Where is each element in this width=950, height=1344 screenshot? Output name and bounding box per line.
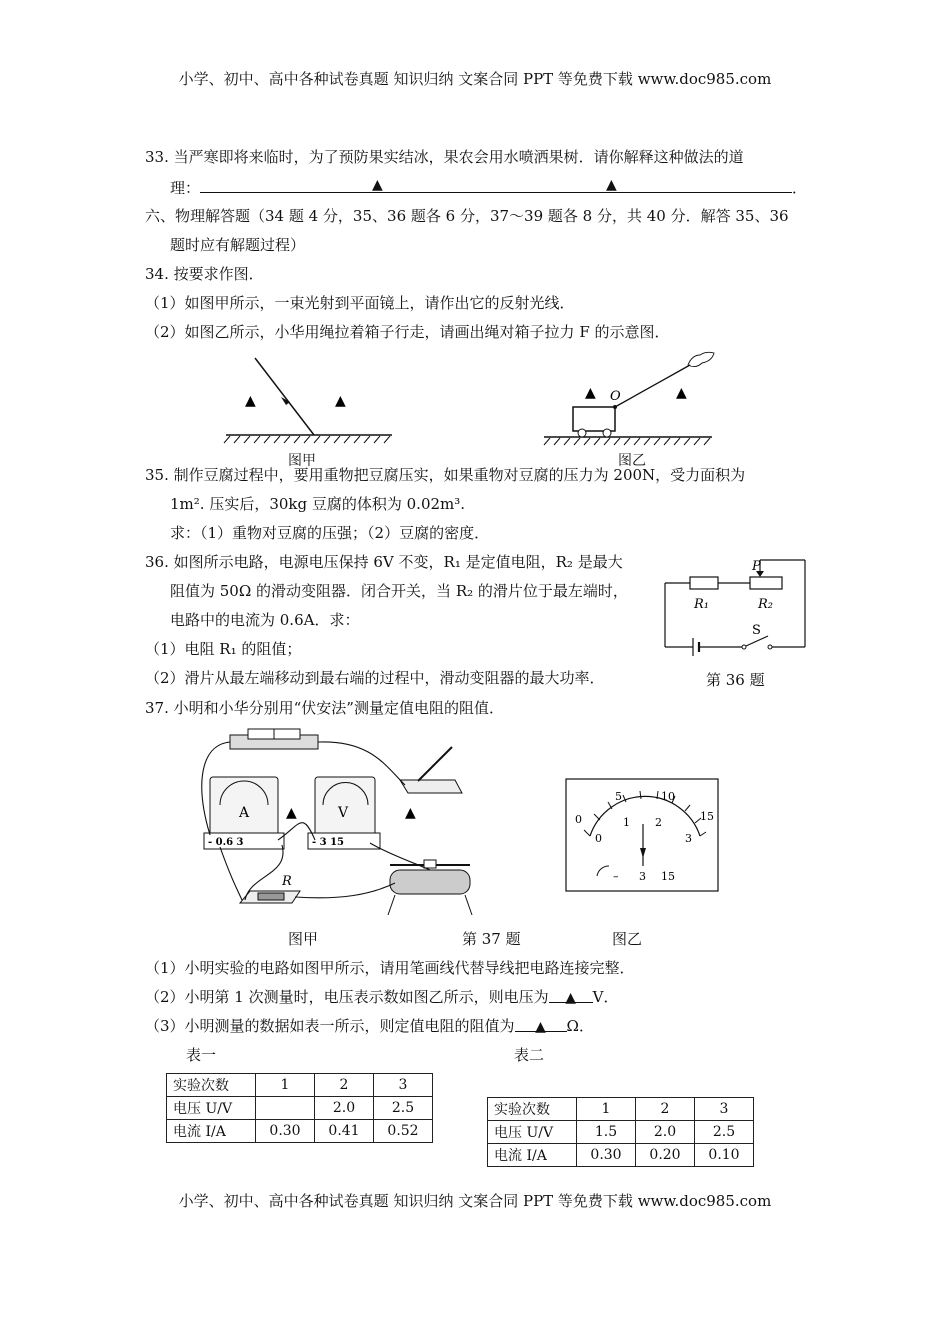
q33-line2-suffix: ． bbox=[792, 179, 808, 197]
dial-label: 2 bbox=[655, 816, 662, 829]
answer-marker: ▲ bbox=[286, 805, 297, 821]
q37-part3 bbox=[145, 1015, 594, 1037]
q37-part3-unit: Ω． bbox=[566, 1017, 594, 1035]
table-row bbox=[167, 1097, 433, 1120]
table-cell: 1.5 bbox=[577, 1121, 636, 1144]
q37-fig-a-caption: 图甲 bbox=[288, 930, 319, 948]
table-cell: 实验次数 bbox=[488, 1098, 577, 1121]
q35-line2: 1m². 压实后，30kg 豆腐的体积为 0.02m³. bbox=[170, 495, 466, 513]
table-cell: 电流 I/A bbox=[488, 1144, 577, 1167]
table-row bbox=[488, 1144, 754, 1167]
table-cell: 0.10 bbox=[695, 1144, 754, 1167]
answer-marker: ▲ bbox=[405, 805, 416, 821]
table-cell: 1 bbox=[256, 1074, 315, 1097]
point-o-label: O bbox=[610, 389, 621, 404]
q37-part2-text: （2）小明第 1 次测量时，电压表示数如图乙所示，则电压为 bbox=[145, 988, 549, 1006]
resistor-r2 bbox=[750, 577, 782, 589]
circuit-diagram bbox=[660, 552, 810, 662]
q33-line1: 33. 当严寒即将来临时，为了预防果实结冰，果农会用水喷洒果树．请你解释这种做法的道 bbox=[145, 148, 744, 166]
q36-line3: 电路中的电流为 0.6A．求： bbox=[170, 611, 360, 629]
table-row bbox=[488, 1098, 754, 1121]
resistor-r1 bbox=[690, 577, 718, 589]
page-footer: 小学、初中、高中各种试卷真题 知识归纳 文案合同 PPT 等免费下载 www.doc985.com bbox=[178, 1192, 772, 1210]
q35-line1: 35. 制作豆腐过程中，要用重物把豆腐压实，如果重物对豆腐的压力为 200N，受力面积为 bbox=[145, 466, 746, 484]
table-cell: 2 bbox=[315, 1074, 374, 1097]
apparatus-diagram bbox=[190, 725, 480, 920]
q37-part1: （1）小明实验的电路如图甲所示，请用笔画线代替导线把电路连接完整． bbox=[145, 959, 635, 977]
q37-part3-blank[interactable] bbox=[515, 1015, 567, 1035]
section6-line2: 题时应有解题过程） bbox=[170, 236, 306, 254]
ammeter-terminals: - 0.6 3 bbox=[208, 837, 244, 848]
wheel bbox=[578, 429, 586, 437]
table1 bbox=[166, 1073, 433, 1143]
q37-caption: 第 37 题 bbox=[462, 930, 521, 948]
q36-part2: （2）滑片从最左端移动到最右端的过程中，滑动变阻器的最大功率． bbox=[145, 669, 605, 687]
resistor-label: R bbox=[282, 874, 292, 889]
answer-marker: ▲ bbox=[535, 1019, 546, 1035]
q37-part2-blank[interactable] bbox=[549, 986, 593, 1006]
voltmeter-label: V bbox=[338, 805, 349, 821]
hand-icon bbox=[688, 352, 714, 366]
table-cell: 实验次数 bbox=[167, 1074, 256, 1097]
table-cell: 3 bbox=[374, 1074, 433, 1097]
dial-terminal: 15 bbox=[661, 870, 675, 883]
q37-part2-unit: V． bbox=[592, 988, 619, 1006]
table-row bbox=[167, 1074, 433, 1097]
dial-label: 5 bbox=[615, 790, 622, 803]
dial-label: 15 bbox=[700, 810, 714, 823]
page-header: 小学、初中、高中各种试卷真题 知识归纳 文案合同 PPT 等免费下载 www.doc985.com bbox=[178, 70, 772, 88]
table-cell: 2.5 bbox=[374, 1097, 433, 1120]
ammeter-label: A bbox=[239, 805, 250, 821]
dial-label: 10 bbox=[661, 790, 675, 803]
answer-marker: ▲ bbox=[676, 385, 687, 401]
label-p: P bbox=[752, 559, 761, 574]
q37-part3-text: （3）小明测量的数据如表一所示，则定值电阻的阻值为 bbox=[145, 1017, 515, 1035]
figure-mirror-diagram bbox=[220, 350, 400, 460]
table-cell: 1 bbox=[577, 1098, 636, 1121]
incident-ray bbox=[255, 358, 314, 435]
q37-fig-b-caption: 图乙 bbox=[612, 930, 643, 948]
q33-line2-prefix: 理： bbox=[170, 179, 201, 197]
dial-label: 1 bbox=[623, 816, 630, 829]
label-r1: R₁ bbox=[694, 597, 709, 612]
table2-caption: 表二 bbox=[514, 1046, 545, 1064]
answer-marker: ▲ bbox=[372, 177, 383, 193]
q36-part1: （1）电阻 R₁ 的阻值； bbox=[145, 640, 302, 658]
box bbox=[573, 407, 615, 431]
dial-terminal: – bbox=[613, 870, 619, 883]
q36-line1: 36. 如图所示电路，电源电压保持 6V 不变，R₁ 是定值电阻，R₂ 是最大 bbox=[145, 553, 623, 571]
rheostat bbox=[390, 870, 470, 894]
table-cell: 电压 U/V bbox=[167, 1097, 256, 1120]
table1-caption: 表一 bbox=[186, 1046, 217, 1064]
answer-marker: ▲ bbox=[245, 393, 256, 409]
table2 bbox=[487, 1097, 754, 1167]
table-cell: 2 bbox=[636, 1098, 695, 1121]
section6-line1: 六、物理解答题（34 题 4 分，35、36 题各 6 分，37～39 题各 8 分，共 40 分．解答 35、36 bbox=[145, 207, 789, 225]
voltmeter-terminals: - 3 15 bbox=[312, 837, 344, 848]
q37-part2 bbox=[145, 986, 618, 1008]
table-row bbox=[167, 1120, 433, 1143]
answer-marker: ▲ bbox=[565, 990, 577, 1006]
q35-line3: 求：（1）重物对豆腐的压强；（2）豆腐的密度． bbox=[170, 524, 490, 542]
q37-title: 37. 小明和小华分别用“伏安法”测量定值电阻的阻值． bbox=[145, 699, 504, 717]
q36-caption: 第 36 题 bbox=[706, 671, 765, 689]
figure-box-diagram bbox=[540, 345, 720, 460]
table-cell bbox=[256, 1097, 315, 1120]
q34-title: 34. 按要求作图． bbox=[145, 265, 264, 283]
figure-b-caption: 图乙 bbox=[618, 453, 646, 469]
table-cell: 2.0 bbox=[636, 1121, 695, 1144]
answer-marker: ▲ bbox=[585, 385, 596, 401]
dial-label: 3 bbox=[685, 832, 692, 845]
table-cell: 2.5 bbox=[695, 1121, 754, 1144]
table-cell: 0.30 bbox=[577, 1144, 636, 1167]
table-row bbox=[488, 1121, 754, 1144]
voltmeter-dial bbox=[565, 778, 720, 893]
dial-label: 0 bbox=[595, 832, 602, 845]
q34-part1: （1）如图甲所示，一束光射到平面镜上，请作出它的反射光线． bbox=[145, 294, 575, 312]
wheel bbox=[603, 429, 611, 437]
answer-marker: ▲ bbox=[606, 177, 617, 193]
table-cell: 电压 U/V bbox=[488, 1121, 577, 1144]
table-cell: 0.30 bbox=[256, 1120, 315, 1143]
q34-part2: （2）如图乙所示，小华用绳拉着箱子行走，请画出绳对箱子拉力 F 的示意图． bbox=[145, 323, 670, 341]
knife-switch bbox=[400, 780, 462, 793]
label-r2: R₂ bbox=[758, 597, 773, 612]
answer-marker: ▲ bbox=[335, 393, 346, 409]
q36-line2: 阻值为 50Ω 的滑动变阻器．闭合开关，当 R₂ 的滑片位于最左端时， bbox=[170, 582, 628, 600]
table-cell: 0.52 bbox=[374, 1120, 433, 1143]
mirror-hatching bbox=[224, 436, 390, 443]
table-cell: 0.20 bbox=[636, 1144, 695, 1167]
q33-line2 bbox=[170, 176, 807, 199]
table-cell: 0.41 bbox=[315, 1120, 374, 1143]
dial-terminal: 3 bbox=[639, 870, 646, 883]
label-s: S bbox=[752, 623, 761, 638]
table-cell: 电流 I/A bbox=[167, 1120, 256, 1143]
figure-a-caption: 图甲 bbox=[288, 453, 316, 469]
ground-hatching bbox=[544, 438, 710, 445]
table-cell: 3 bbox=[695, 1098, 754, 1121]
q33-answer-blank[interactable] bbox=[200, 176, 792, 193]
table-cell: 2.0 bbox=[315, 1097, 374, 1120]
dial-label: 0 bbox=[575, 813, 582, 826]
